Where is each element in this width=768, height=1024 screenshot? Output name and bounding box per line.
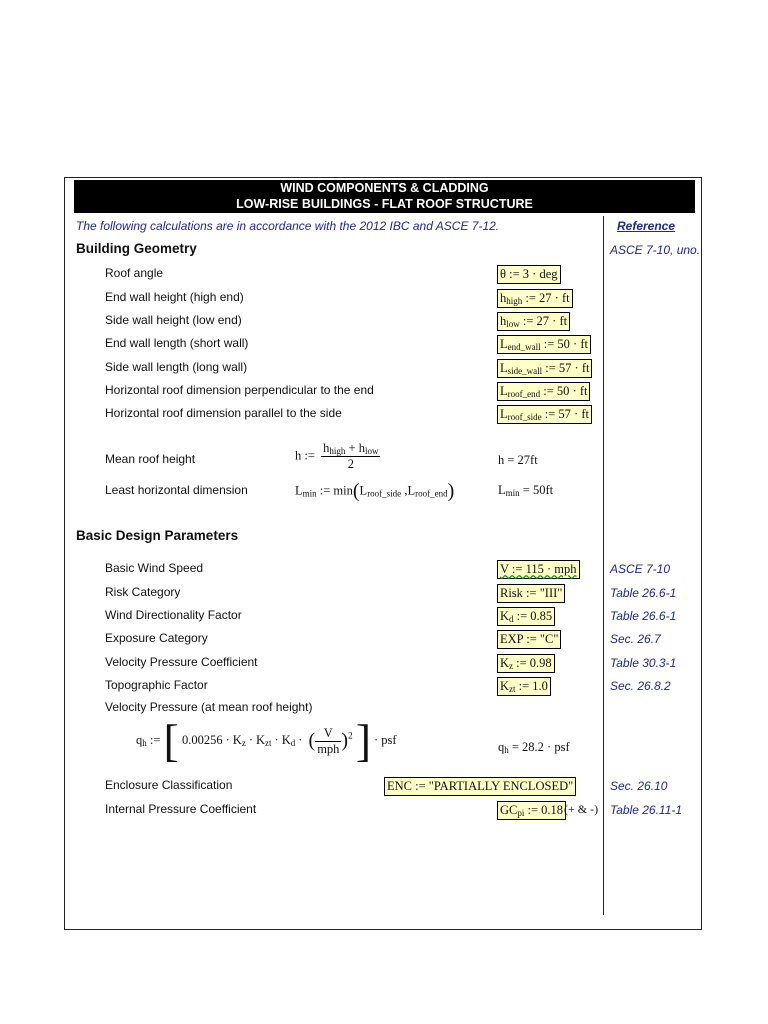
geometry-reference: ASCE 7-10, uno. xyxy=(610,243,701,257)
internal-pressure-reference: Table 26.11-1 xyxy=(610,803,683,817)
geometry-row-label: Side wall height (low end) xyxy=(105,313,242,327)
geometry-row-label: Horizontal roof dimension perpendicular to the end xyxy=(105,383,374,397)
parameter-reference: Sec. 26.7 xyxy=(610,632,661,646)
geometry-row-label: End wall height (high end) xyxy=(105,290,244,304)
parameter-reference: Table 30.3-1 xyxy=(610,656,677,670)
internal-pressure-sign-note: (+ & -) xyxy=(564,802,599,816)
section-building-geometry: Building Geometry xyxy=(76,241,197,256)
parameter-row-label: Basic Wind Speed xyxy=(105,561,204,575)
parameter-value-input[interactable]: $K_d$ := 0.85 xyxy=(497,607,555,626)
section-basic-design-parameters: Basic Design Parameters xyxy=(76,528,239,543)
mean-roof-height-result: h = 27ft xyxy=(498,453,538,467)
enclosure-reference: Sec. 26.10 xyxy=(610,779,668,793)
reference-heading: Reference xyxy=(617,219,676,233)
parameter-reference: ASCE 7-10 xyxy=(610,562,671,576)
enclosure-label: Enclosure Classification xyxy=(105,778,233,792)
velocity-pressure-formula: $q_h$ := [ $0.00256 \cdot K_z \cdot K_{zt} \cdot K_d$ · ( $\frac{V}{\text{mph}}$ )$^2$ ] · psf xyxy=(136,715,397,766)
parameter-row-label: Risk Category xyxy=(105,585,181,599)
parameter-value-input[interactable]: Risk := "III" xyxy=(497,584,565,603)
header-subtitle: LOW-RISE BUILDINGS - FLAT ROOF STRUCTURE xyxy=(236,197,533,211)
geometry-value-input[interactable]: θ := 3 · deg xyxy=(497,265,561,284)
internal-pressure-label: Internal Pressure Coefficient xyxy=(105,802,257,816)
parameter-reference: Sec. 26.8.2 xyxy=(610,679,671,693)
geometry-row-label: End wall length (short wall) xyxy=(105,336,249,350)
parameter-row-label: Velocity Pressure Coefficient xyxy=(105,655,258,669)
geometry-value-input[interactable]: $h_{low}$ := 27 · ft xyxy=(497,312,570,331)
mean-roof-height-formula: h := $\frac{h_{high} + h_{low}}{2}$ xyxy=(295,441,379,471)
geometry-value-input[interactable]: $L_{roof\_side}$ := 57 · ft xyxy=(497,405,592,424)
parameter-reference: Table 26.6-1 xyxy=(610,609,677,623)
header-title: WIND COMPONENTS & CLADDING xyxy=(280,181,489,195)
geometry-row-label: Roof angle xyxy=(105,266,164,280)
parameter-reference: Table 26.6-1 xyxy=(610,586,677,600)
parameter-value-input[interactable]: EXP := "C" xyxy=(497,630,561,649)
intro-text: The following calculations are in accordance with the 2012 IBC and ASCE 7-12. xyxy=(76,219,500,233)
least-horizontal-result: $L_{min} = 50ft$ xyxy=(498,483,554,498)
sheet-header xyxy=(74,180,695,213)
parameter-row-label: Topographic Factor xyxy=(105,678,208,692)
parameter-value-input[interactable]: $K_z$ := 0.98 xyxy=(497,654,555,673)
least-horizontal-formula: $L_{min}$ := $\min(L_{roof\_side}$ $,L_{roof\_end}$) xyxy=(295,480,455,502)
velocity-pressure-result: $q_h = 28.2$ · psf xyxy=(498,740,570,755)
mean-roof-height-label: Mean roof height xyxy=(105,452,196,466)
geometry-value-input[interactable]: $h_{high}$ := 27 · ft xyxy=(497,289,573,308)
parameter-row-label: Wind Directionality Factor xyxy=(105,608,242,622)
geometry-row-label: Horizontal roof dimension parallel to the side xyxy=(105,406,342,420)
parameter-value-input[interactable]: V := 115 · mph xyxy=(497,560,580,579)
parameter-row-label: Exposure Category xyxy=(105,631,208,645)
least-horizontal-label: Least horizontal dimension xyxy=(105,483,248,497)
enclosure-input[interactable]: ENC := "PARTIALLY ENCLOSED" xyxy=(384,777,576,796)
velocity-pressure-label: Velocity Pressure (at mean roof height) xyxy=(105,700,313,714)
geometry-value-input[interactable]: $L_{side\_wall}$ := 57 · ft xyxy=(497,359,592,378)
reference-column-divider xyxy=(603,216,604,915)
parameter-value-input[interactable]: $K_{zt}$ := 1.0 xyxy=(497,677,551,696)
geometry-value-input[interactable]: $L_{end\_wall}$ := 50 · ft xyxy=(497,335,591,354)
internal-pressure-input[interactable]: $GC_{pi}$ := 0.18 xyxy=(497,801,566,820)
geometry-value-input[interactable]: $L_{roof\_end}$ := 50 · ft xyxy=(497,382,590,401)
geometry-row-label: Side wall length (long wall) xyxy=(105,360,248,374)
